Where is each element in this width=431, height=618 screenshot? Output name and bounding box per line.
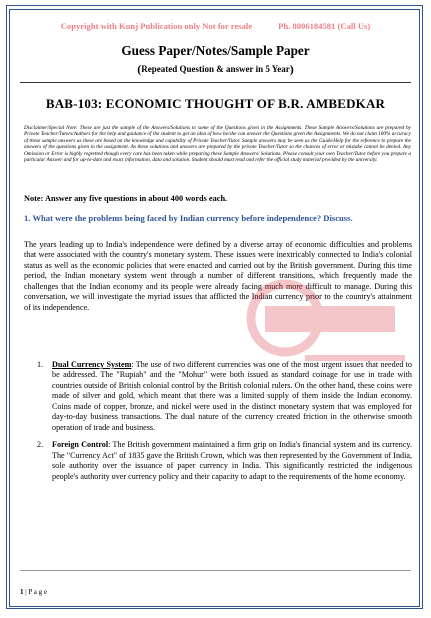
copyright-line [0,21,431,31]
page-subtitle: (Repeated Question & answer in 5 Year) [137,62,294,76]
page-word: | P a g e [25,588,47,596]
point-number: 2. [37,440,44,450]
point-label: Dual Currency System [52,360,132,369]
subtitle-text: Repeated Question & answer in 5 Year [141,64,290,74]
points-list [24,360,412,489]
page-footer [20,588,47,596]
page-number: 1 [20,588,24,596]
list-item [24,360,412,433]
copyright-text: Copyright with Kunj Publication only Not for resale [60,21,253,31]
course-title: BAB-103: ECONOMIC THOUGHT OF B.R. AMBEDKAR [45,96,386,111]
question-heading: 1. What were the problems being faced by Indian currency before independence? Discuss. [24,213,353,223]
point-text: : The British government maintained a firm grip on India's financial system and its currency. The "Currency Act" of 1835 gave the British Crown, which was then represented by the Government of India, sole authority over the issuance of paper currency in India. This significantly restricted the indigenous people's authority over currency policy and their capacity to adapt to the requirements of the home economy. [52,440,412,481]
disclaimer-text: Disclaimer/Special Note: These are just the sample of the Answers/Solutions to some of the Questions given in the Assignments. These Sample Answers/Solutions are prepared by Private Teacher/Tutors/Authors for the help and guidance of the student to get an idea of how he/she can answer the Questions given the Assignments. We do not claim 100% accuracy of these sample answers as these are based on the knowledge and capability of Private Teacher/Tutor. Sample answers may be seen as the Guide/Help for the reference to prepare the answers of the questions given in the assignment. As these solutions and answers are prepared by the private Teacher/Tutor so the chances of error or mistake cannot be denied. Any Omission or Error is highly regretted though every care has been taken while preparing these Sample Answers/ Solutions. Please consult your own Teacher/Tutor before you prepare a particular Answer and for up-to-date and exact information, data and solution. Student should must read and refer the official study material provided by the university. [24,125,411,164]
point-number: 1. [37,360,44,369]
footer-divider [20,570,411,571]
point-text: : The use of two different currencies was one of the most urgent issues that needed to be addressed. The "Rupiah" and the "Mohur" were both issued as standard coinage for use in trade with countries outside of British colonial control by the British colonial rulers. On the other hand, these coins were made of silver and gold, which meant that there was a limited supply of them inside the Indian economy. Coins made of copper, bronze, and nickel were used in the distinct monetary system that was employed for day-to-day business transactions. The dual nature of the currency created friction in the otherwise smooth operation of trade and business. [52,360,412,432]
phone-text: Ph. 8006184581 (Call Us) [278,21,371,31]
header-divider [20,82,411,83]
page-title: Guess Paper/Notes/Sample Paper [121,43,310,58]
list-item [24,440,412,482]
instruction-note: Note: Answer any five questions in about 400 words each. [24,194,228,203]
intro-paragraph: The years leading up to India's independence were defined by a diverse array of economic difficulties and problems that were associated with the country's monetary system. These issues were inextricably connected to India's colonial status as well as the economic policies that were enacted and carried out by the British government. During this time period, the Indian monetary system went through a number of different transitions, which frequently made the challenges that the Indian economy and its people were already facing much more difficult to manage. During this conversation, we will investigate the myriad issues that afflicted the Indian currency prior to the country's attainment of its independence. [24,240,412,312]
point-label: Foreign Control [52,440,109,450]
